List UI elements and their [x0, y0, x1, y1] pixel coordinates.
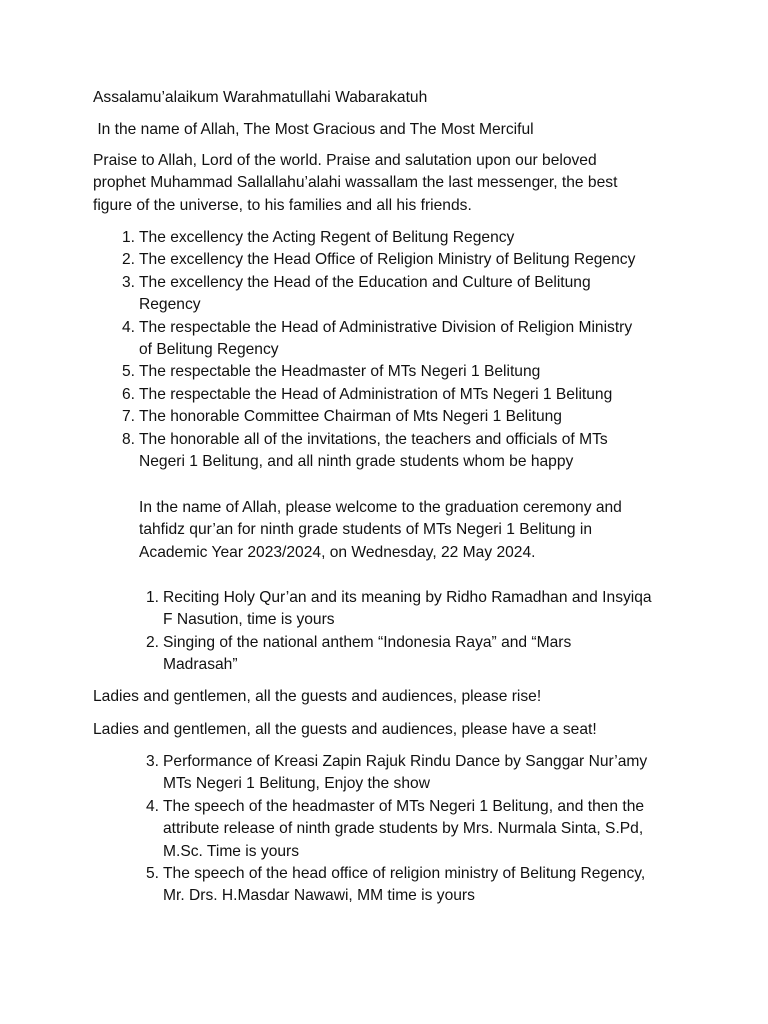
welcome-line: In the name of Allah, please welcome to the graduation ceremony and — [139, 499, 622, 516]
agenda-list-part2 — [145, 751, 648, 908]
addressee-list — [121, 227, 636, 473]
praise-line: figure of the universe, to his families and all his friends. — [93, 196, 472, 214]
welcome-paragraph — [139, 497, 622, 564]
list-number: 1. — [121, 229, 135, 246]
list-item-text: The honorable all of the invitations, the teachers and officials of MTs — [139, 430, 608, 448]
list-item-text: M.Sc. Time is yours — [163, 842, 300, 860]
list-item-text: The respectable the Head of Administration of MTs Negeri 1 Belitung — [139, 385, 613, 403]
praise-line: Praise to Allah, Lord of the world. Praise and salutation upon our beloved — [93, 152, 597, 169]
list-number: 6. — [121, 385, 135, 403]
list-item — [145, 796, 647, 863]
list-number: 5. — [145, 865, 159, 883]
list-item-text: of Belitung Regency — [139, 341, 279, 359]
list-item — [145, 751, 648, 796]
list-number: 4. — [121, 318, 135, 336]
list-item — [121, 361, 635, 383]
list-item-text: Regency — [139, 296, 201, 314]
list-item — [121, 406, 635, 428]
list-item-text: Negeri 1 Belitung, and all ninth grade students whom be happy — [139, 453, 574, 471]
list-item-text: The honorable Committee Chairman of Mts Negeri 1 Belitung — [139, 408, 562, 426]
list-item-text: Singing of the national anthem “Indonesia Raya” and “Mars — [163, 633, 572, 651]
welcome-line: tahfidz qur’an for ninth grade students of MTs Negeri 1 Belitung in — [139, 521, 593, 539]
praise-line: prophet Muhammad Sallallahu’alahi wassallam the last messenger, the best — [93, 174, 618, 192]
welcome-line: Academic Year 2023/2024, on Wednesday, 22 May 2024. — [139, 543, 536, 561]
list-item — [121, 429, 635, 474]
list-item-text: The excellency the Head Office of Religion Ministry of Belitung Regency — [139, 251, 636, 269]
list-number: 7. — [121, 408, 135, 426]
rise-line: Ladies and gentlemen, all the guests and audiences, please rise! — [93, 688, 542, 705]
list-number: 1. — [145, 589, 159, 606]
list-item-text: F Nasution, time is yours — [163, 611, 335, 629]
list-item — [145, 863, 647, 908]
list-item-text: Reciting Holy Qur’an and its meaning by Ridho Ramadhan and Insyiqa — [163, 589, 652, 606]
greeting-line: Assalamu’alaikum Warahmatullahi Wabarakatuh — [93, 89, 428, 106]
list-item — [121, 272, 635, 317]
list-number: 2. — [121, 251, 135, 269]
list-item-text: attribute release of ninth grade students by Mrs. Nurmala Sinta, S.Pd, — [163, 820, 644, 838]
list-item-text: The speech of the headmaster of MTs Negeri 1 Belitung, and then the — [163, 797, 645, 815]
list-item-text: The respectable the Headmaster of MTs Negeri 1 Belitung — [139, 363, 541, 381]
list-item-text: Performance of Kreasi Zapin Rajuk Rindu Dance by Sanggar Nur’amy — [163, 753, 648, 770]
list-item-text: MTs Negeri 1 Belitung, Enjoy the show — [163, 775, 430, 793]
list-item-text: Mr. Drs. H.Masdar Nawawi, MM time is yours — [163, 887, 475, 905]
praise-paragraph — [93, 150, 617, 217]
agenda-list-part1 — [145, 587, 652, 677]
list-item — [145, 632, 652, 677]
list-item — [121, 227, 635, 249]
list-number: 4. — [145, 797, 159, 815]
list-item-text: Madrasah” — [163, 656, 238, 674]
list-item-text: The excellency the Acting Regent of Belitung Regency — [139, 229, 515, 246]
list-number: 3. — [121, 273, 135, 291]
list-item-text: The respectable the Head of Administrative Division of Religion Ministry — [139, 318, 633, 336]
list-number: 8. — [121, 430, 135, 448]
bismillah-line: In the name of Allah, The Most Gracious and The Most Merciful — [93, 121, 534, 138]
list-item — [121, 249, 636, 271]
seat-line: Ladies and gentlemen, all the guests and audiences, please have a seat! — [93, 721, 597, 738]
list-number: 2. — [145, 633, 159, 651]
list-item — [121, 384, 635, 406]
list-item-text: The excellency the Head of the Education and Culture of Belitung — [139, 273, 591, 291]
list-item — [121, 317, 635, 362]
list-item — [145, 587, 652, 632]
list-item-text: The speech of the head office of religion ministry of Belitung Regency, — [163, 865, 646, 883]
list-number: 3. — [145, 753, 159, 770]
list-number: 5. — [121, 363, 135, 381]
